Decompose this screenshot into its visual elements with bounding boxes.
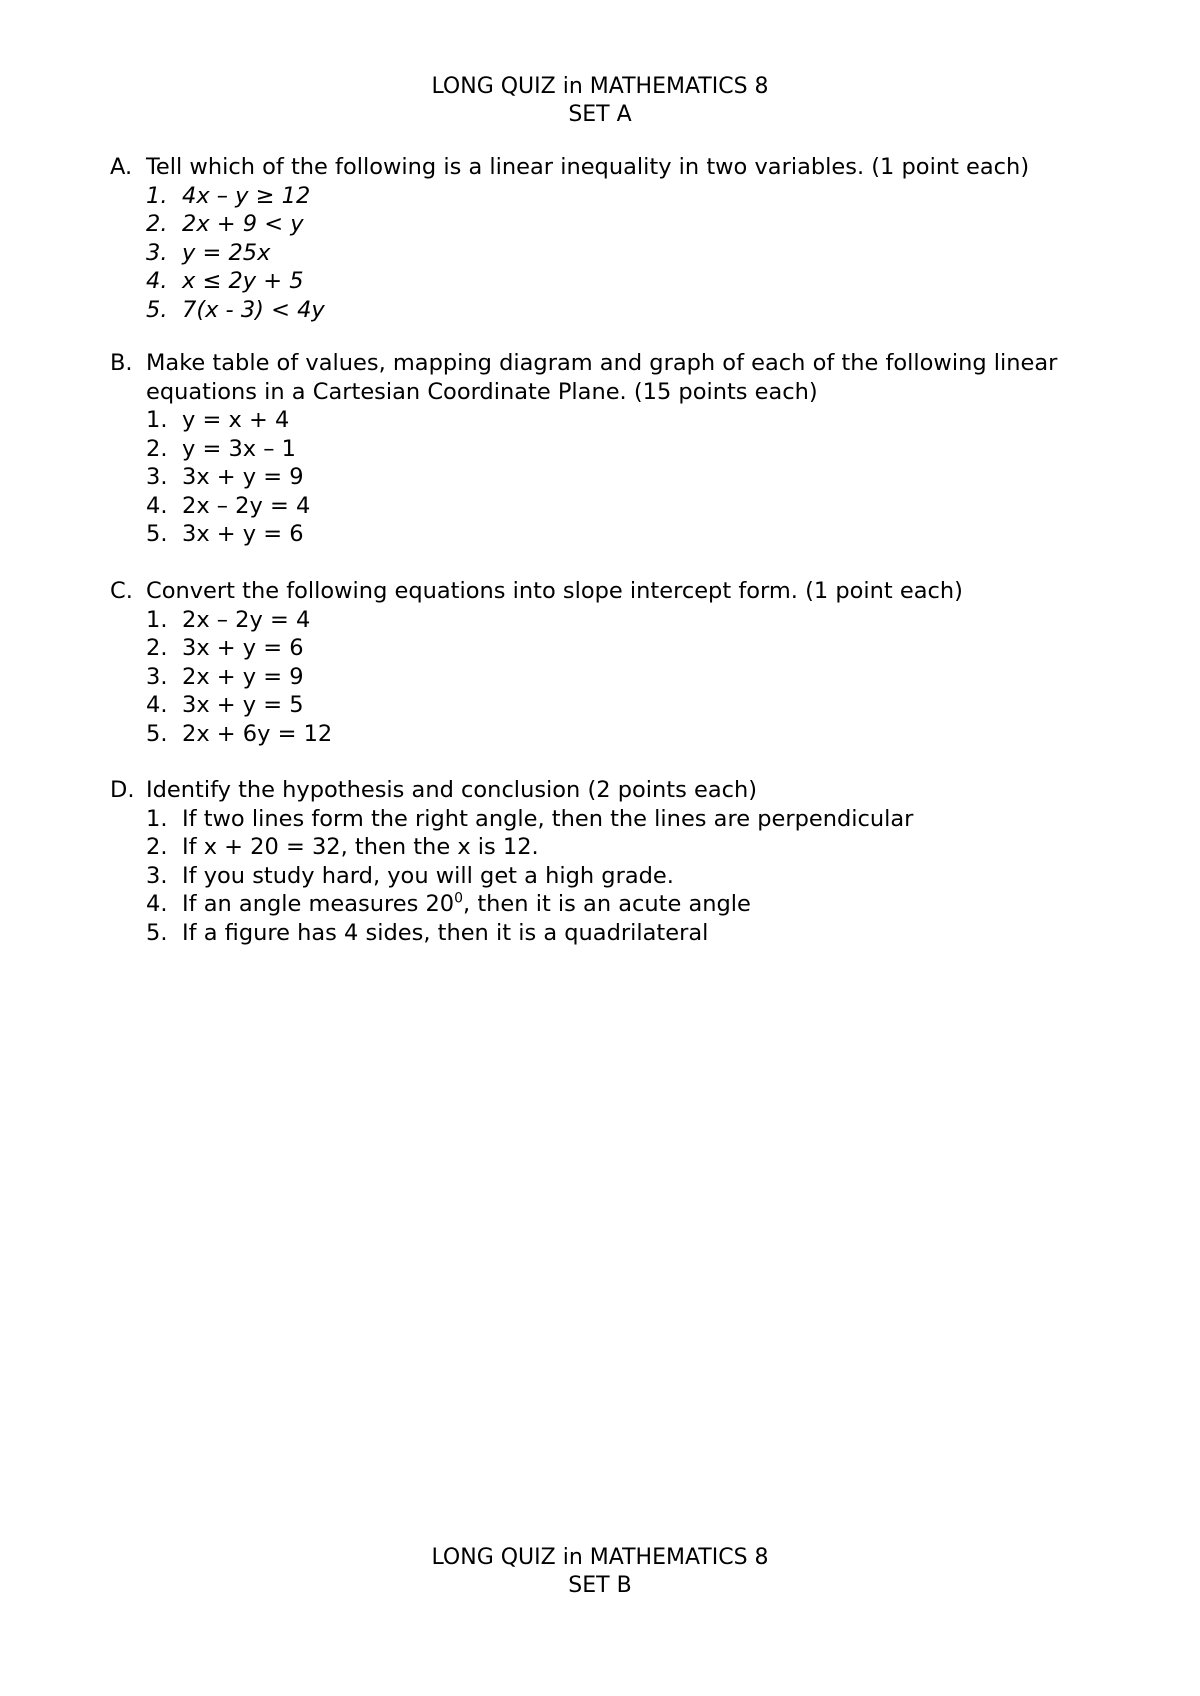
item-number: 4. <box>146 692 168 718</box>
item-text: 3x + y = 6 <box>182 635 304 661</box>
item-text: 3x + y = 9 <box>182 464 304 490</box>
list-item <box>146 805 1150 834</box>
section-instruction: Identify the hypothesis and conclusion (2 points each) <box>146 777 758 803</box>
list-item <box>146 182 1150 211</box>
page-title: LONG QUIZ in MATHEMATICS 8 <box>431 1545 769 1570</box>
item-text <box>182 890 751 919</box>
item-text: 3x + y = 5 <box>182 692 304 718</box>
section-letter: D. <box>110 777 135 803</box>
item-number: 3. <box>146 239 168 266</box>
page-title: LONG QUIZ in MATHEMATICS 8 <box>431 74 769 99</box>
list-item <box>146 663 1150 692</box>
item-number: 3. <box>146 464 168 490</box>
section-a-header <box>110 153 1150 182</box>
item-text: 2x + y = 9 <box>182 663 304 690</box>
item-text: If two lines form the right angle, then the lines are perpendicular <box>182 805 914 832</box>
section-instruction: Make table of values, mapping diagram and graph of each of the following linear equations in a Cartesian Coordinate Plane. (15 points each) <box>146 350 1058 405</box>
item-text-before: If an angle measures 20 <box>182 891 455 917</box>
list-item <box>146 890 1150 919</box>
list-item <box>146 463 1150 492</box>
section-letter: C. <box>110 578 133 604</box>
list-item <box>146 919 1150 948</box>
item-number: 5. <box>146 919 168 946</box>
item-text: y = x + 4 <box>182 407 290 433</box>
item-number: 1. <box>146 407 168 433</box>
list-item <box>146 606 1150 635</box>
item-text: If a figure has 4 sides, then it is a quadrilateral <box>182 919 709 946</box>
item-number: 5. <box>146 521 168 547</box>
section-d <box>110 776 1150 947</box>
list-item <box>146 634 1150 663</box>
section-d-header <box>110 776 1150 805</box>
list-item <box>146 492 1150 521</box>
list-item <box>146 862 1150 891</box>
item-number: 5. <box>146 296 168 323</box>
item-number: 2. <box>146 834 168 860</box>
section-c <box>110 577 1150 748</box>
item-number: 4. <box>146 891 168 917</box>
item-text: 2x – 2y = 4 <box>182 492 311 519</box>
list-item <box>146 267 1150 296</box>
list-item <box>146 210 1150 239</box>
item-number: 1. <box>146 182 168 209</box>
list-item <box>146 691 1150 720</box>
section-letter: B. <box>110 350 133 376</box>
item-text: If x + 20 = 32, then the x is 12. <box>182 834 539 860</box>
item-text: y = 25x <box>182 239 271 266</box>
item-number: 1. <box>146 606 168 633</box>
item-number: 2. <box>146 435 168 462</box>
item-number: 1. <box>146 805 168 832</box>
item-text: 3x + y = 6 <box>182 521 304 547</box>
set-label: SET A <box>568 102 632 127</box>
list-item <box>146 435 1150 464</box>
item-text: 4x – y ≥ 12 <box>182 182 311 209</box>
item-number: 2. <box>146 211 168 237</box>
item-number: 5. <box>146 720 168 747</box>
section-letter: A. <box>110 154 133 180</box>
item-text: If you study hard, you will get a high grade. <box>182 862 674 889</box>
section-c-header <box>110 577 1150 606</box>
item-text: 2x + 9 < y <box>182 211 304 237</box>
list-item <box>146 833 1150 862</box>
list-item <box>146 406 1150 435</box>
item-number: 3. <box>146 862 168 889</box>
item-number: 3. <box>146 663 168 690</box>
section-instruction: Convert the following equations into slope intercept form. (1 point each) <box>146 578 963 604</box>
item-number: 4. <box>146 268 168 294</box>
section-instruction: Tell which of the following is a linear inequality in two variables. (1 point each) <box>146 154 1030 180</box>
list-item <box>146 720 1150 749</box>
item-text-after: , then it is an acute angle <box>463 891 751 917</box>
item-text: 2x – 2y = 4 <box>182 606 311 633</box>
item-number: 4. <box>146 492 168 519</box>
section-a <box>110 153 1150 324</box>
list-item <box>146 520 1150 549</box>
set-label: SET B <box>568 1573 632 1598</box>
item-text: x ≤ 2y + 5 <box>182 268 304 294</box>
item-text: y = 3x – 1 <box>182 435 296 462</box>
list-item <box>146 239 1150 268</box>
item-number: 2. <box>146 635 168 661</box>
section-b-header <box>110 349 1150 406</box>
item-text: 2x + 6y = 12 <box>182 720 333 747</box>
item-text: 7(x - 3) < 4y <box>182 296 325 323</box>
degree-superscript: 0 <box>454 890 464 907</box>
section-b <box>110 349 1150 549</box>
quiz-title-set-b <box>0 1544 1200 1600</box>
list-item <box>146 296 1150 325</box>
quiz-title-set-a <box>0 73 1200 129</box>
